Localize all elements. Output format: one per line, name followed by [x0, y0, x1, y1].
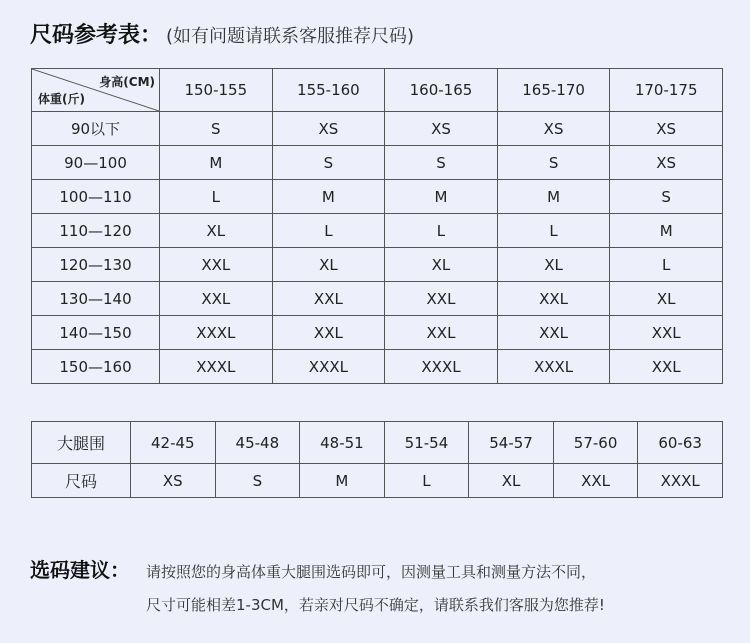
table-row: [32, 214, 723, 248]
size-cell: XXL: [497, 316, 610, 350]
thigh-girth-table: [31, 421, 723, 498]
title-main: 尺码参考表：: [30, 23, 163, 48]
size-label: 尺码: [32, 464, 131, 498]
size-cell: XS: [272, 112, 385, 146]
height-axis-label: 身高(CM): [99, 75, 155, 89]
table-row: [32, 282, 723, 316]
girth-cell: 60-63: [638, 422, 723, 464]
size-cell: XXXL: [160, 350, 273, 384]
size-cell: M: [160, 146, 273, 180]
size-cell: XXXL: [160, 316, 273, 350]
size-cell: XS: [131, 464, 216, 498]
size-cell: L: [272, 214, 385, 248]
girth-cell: 42-45: [131, 422, 216, 464]
table-row: [32, 112, 723, 146]
height-header: 160-165: [385, 69, 498, 112]
size-cell: L: [610, 248, 723, 282]
advice-title: 选码建议：: [30, 558, 130, 582]
size-cell: XXL: [553, 464, 638, 498]
size-cell: XXL: [610, 316, 723, 350]
size-cell: XL: [469, 464, 554, 498]
size-cell: L: [384, 464, 469, 498]
size-cell: XXL: [385, 316, 498, 350]
table-row: [32, 180, 723, 214]
size-cell: XL: [160, 214, 273, 248]
weight-cell: 120—130: [32, 248, 160, 282]
size-cell: L: [497, 214, 610, 248]
size-cell: M: [497, 180, 610, 214]
size-cell: XXL: [497, 282, 610, 316]
girth-cell: 48-51: [300, 422, 385, 464]
size-cell: S: [610, 180, 723, 214]
weight-axis-label: 体重(斤): [38, 92, 85, 106]
weight-cell: 130—140: [32, 282, 160, 316]
size-cell: XS: [385, 112, 498, 146]
corner-header-cell: [32, 69, 160, 112]
size-cell: M: [272, 180, 385, 214]
size-cell: XL: [497, 248, 610, 282]
table-row: [32, 146, 723, 180]
girth-cell: 51-54: [384, 422, 469, 464]
girth-cell: 45-48: [215, 422, 300, 464]
size-cell: XS: [610, 146, 723, 180]
advice-line-2: 尺寸可能相差1-3CM，若亲对尺码不确定，请联系我们客服为您推荐!: [146, 596, 605, 614]
size-cell: XXXL: [638, 464, 723, 498]
size-cell: XXL: [272, 282, 385, 316]
size-cell: M: [385, 180, 498, 214]
size-cell: S: [497, 146, 610, 180]
table-row: [32, 316, 723, 350]
size-cell: XXXL: [385, 350, 498, 384]
thigh-girth-row: [32, 422, 723, 464]
size-cell: L: [160, 180, 273, 214]
height-header: 155-160: [272, 69, 385, 112]
size-cell: XL: [385, 248, 498, 282]
size-cell: S: [160, 112, 273, 146]
size-cell: XXL: [610, 350, 723, 384]
size-cell: L: [385, 214, 498, 248]
table-row: [32, 350, 723, 384]
size-cell: XXL: [160, 282, 273, 316]
size-cell: XXL: [272, 316, 385, 350]
advice-line-1: 请按照您的身高体重大腿围选码即可，因测量工具和测量方法不同，: [146, 563, 597, 581]
size-cell: XL: [272, 248, 385, 282]
size-cell: M: [300, 464, 385, 498]
size-cell: XS: [610, 112, 723, 146]
size-cell: S: [215, 464, 300, 498]
size-cell: XXXL: [272, 350, 385, 384]
weight-cell: 100—110: [32, 180, 160, 214]
size-chart-table: [31, 68, 723, 384]
size-cell: M: [610, 214, 723, 248]
size-table-header-row: [32, 69, 723, 112]
girth-cell: 57-60: [553, 422, 638, 464]
page-title: [30, 18, 414, 49]
height-header: 150-155: [160, 69, 273, 112]
thigh-girth-label: 大腿围: [32, 422, 131, 464]
height-header: 170-175: [610, 69, 723, 112]
height-header: 165-170: [497, 69, 610, 112]
size-cell: S: [272, 146, 385, 180]
size-cell: XXL: [160, 248, 273, 282]
size-cell: XXXL: [497, 350, 610, 384]
size-cell: S: [385, 146, 498, 180]
size-cell: XXL: [385, 282, 498, 316]
weight-cell: 110—120: [32, 214, 160, 248]
advice-section: [30, 554, 596, 583]
weight-cell: 90以下: [32, 112, 160, 146]
girth-cell: 54-57: [469, 422, 554, 464]
size-cell: XS: [497, 112, 610, 146]
table-row: [32, 248, 723, 282]
title-note: (如有问题请联系客服推荐尺码): [166, 26, 415, 47]
weight-cell: 90—100: [32, 146, 160, 180]
size-cell: XL: [610, 282, 723, 316]
thigh-size-row: [32, 464, 723, 498]
weight-cell: 150—160: [32, 350, 160, 384]
weight-cell: 140—150: [32, 316, 160, 350]
advice-section-cont: [30, 594, 605, 615]
